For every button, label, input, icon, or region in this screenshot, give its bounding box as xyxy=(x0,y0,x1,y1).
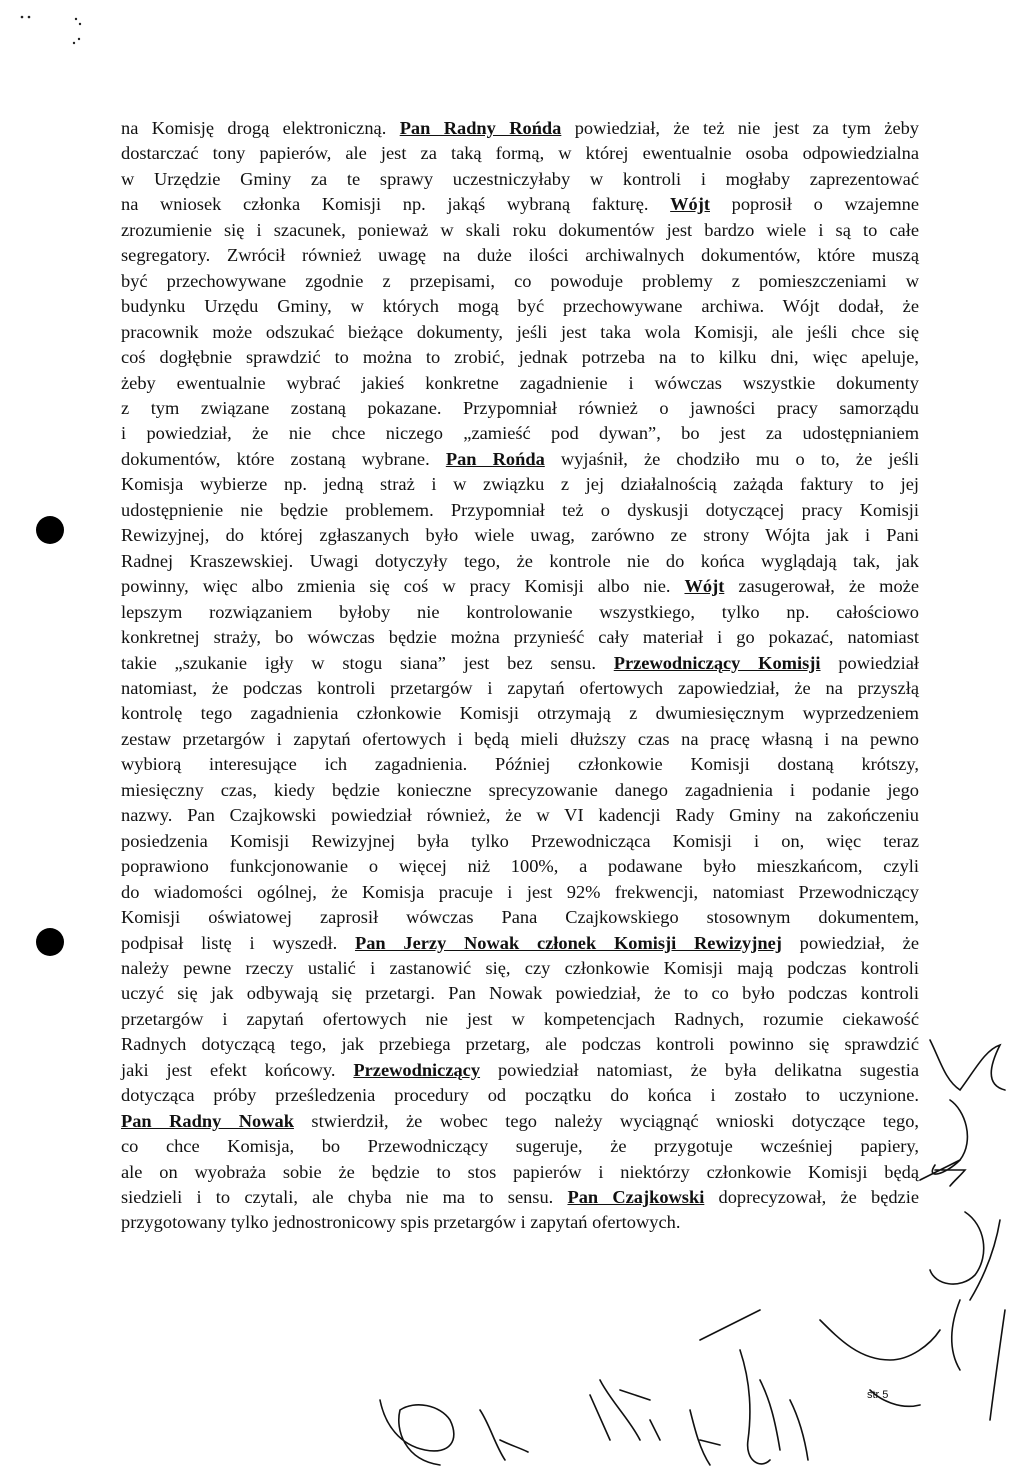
text-run: wybiorą interesujące ich zagadnienia. Później członkowie Komisji dostaną krótszy, xyxy=(121,754,919,775)
text-run: na Komisję drogą elektroniczną. xyxy=(121,118,400,138)
text-run: stwierdził, że wobec tego należy wyciągnąć wnioski dotyczące tego, xyxy=(293,1110,919,1131)
text-run: dotycząca próby prześledzenia procedury od początku do końca i zostało to uczynione. xyxy=(121,1085,919,1106)
text-line xyxy=(121,1032,919,1057)
punch-hole-top xyxy=(36,516,64,544)
text-line xyxy=(121,1210,919,1235)
text-line xyxy=(121,294,919,319)
text-line xyxy=(121,320,919,345)
text-line xyxy=(121,905,919,930)
text-run: Radnych dotyczącą tego, jak przebiega przetarg, ale podczas kontroli powinno się sprawdzić xyxy=(121,1034,919,1055)
text-run: przetargów i zapytań ofertowych nie jest w kompetencjach Radnych, rozumie ciekawość xyxy=(121,1008,919,1029)
text-run: poprawiono funkcjonowanie o więcej niż 100%, a podawane było mieszkańcom, czyli xyxy=(121,856,919,877)
text-run: powiedział, że też nie jest za tym żeby xyxy=(561,118,920,138)
text-run: lepszym rozwiązaniem byłoby nie kontrolowanie wszystkiego, tylko np. całościowo xyxy=(121,601,919,622)
text-run: powinny, więc albo zmienia się coś w pracy Komisji albo nie. xyxy=(121,576,685,597)
text-run: wyjaśnił, że chodziło mu o to, że jeśli xyxy=(544,448,920,469)
text-run: nazwy. Pan Czajkowski powiedział również, że w VI kadencji Rady Gminy na zakończeniu xyxy=(121,805,919,826)
speaker-name: Pan Czajkowski xyxy=(567,1187,705,1208)
text-run: posiedzenia Komisji Rewizyjnej była tylko Przewodnicząca Komisji i on, więc teraz xyxy=(121,830,919,851)
speaker-name: Pan Rońda xyxy=(445,448,545,469)
text-line xyxy=(121,727,919,752)
speaker-name: Wójt xyxy=(670,194,710,215)
text-run: udostępnienie nie będzie problemem. Przypomniał też o dyskusji dotyczącej pracy Komisji xyxy=(121,499,919,520)
text-run: Komisji oświatowej zaprosił wówczas Pana Czajkowskiego stosownym dokumentem, xyxy=(121,907,919,928)
text-line xyxy=(121,880,919,905)
text-line xyxy=(121,701,919,726)
text-line xyxy=(121,523,919,548)
text-line xyxy=(121,931,919,956)
text-line xyxy=(121,498,919,523)
text-run: takie „szukanie igły w stogu siana” jest bez sensu. xyxy=(121,652,614,673)
text-line xyxy=(121,141,919,166)
text-line xyxy=(121,1007,919,1032)
text-run: być przechowywane zgodnie z przepisami, co powoduje problemy z pomieszczeniami w xyxy=(121,270,919,291)
text-line xyxy=(121,854,919,879)
text-line xyxy=(121,269,919,294)
text-line xyxy=(121,447,919,472)
text-line xyxy=(121,803,919,828)
text-run: żeby ewentualnie wybrać jakieś konkretne zagadnienie i wówczas wszystkie dokumenty xyxy=(121,372,919,393)
text-run: z tym związane zostaną pokazane. Przypomniał również o jawności pracy samorządu xyxy=(121,397,919,418)
text-line xyxy=(121,778,919,803)
text-line xyxy=(121,396,919,421)
text-run: coś dogłębnie sprawdzić to można to zrobić, jednak potrzeba na to kilku dni, więc apeluje, xyxy=(121,347,919,368)
text-line xyxy=(121,549,919,574)
text-line xyxy=(121,574,919,599)
text-line xyxy=(121,651,919,676)
text-run: miesięczny czas, kiedy będzie konieczne sprecyzowanie danego zagadnienia i podanie jego xyxy=(121,779,919,800)
text-run: dostarczać tony papierów, ale jest za taką formą, w której ewentualnie osoba odpowiedzialna xyxy=(121,143,919,164)
text-line xyxy=(121,1083,919,1108)
text-run: powiedział natomiast, że była delikatna sugestia xyxy=(480,1059,920,1080)
text-run: kontrolę tego zagadnienia członkowie Komisji otrzymają z dwumiesięcznym wyprzedzeniem xyxy=(121,703,919,724)
text-run: siedzieli i to czytali, ale chyba nie ma to sensu. xyxy=(121,1187,568,1208)
document-body-text xyxy=(121,116,919,1236)
speaker-name: Przewodniczący Komisji xyxy=(613,652,821,673)
text-run: Rewizyjnej, do której zgłaszanych było wiele uwag, zarówno ze strony Wójta jak i Pani xyxy=(121,525,919,546)
text-line xyxy=(121,243,919,268)
text-line xyxy=(121,600,919,625)
page-number: str 5 xyxy=(867,1389,889,1401)
text-run: Komisja wybierze np. jedną straż i w związku z jej działalnością zażąda faktury to jej xyxy=(121,474,919,495)
text-run: doprecyzował, że będzie xyxy=(704,1187,919,1208)
text-line xyxy=(121,345,919,370)
text-run: jaki jest efekt końcowy. xyxy=(121,1059,354,1080)
text-run: pracownik może odszukać bieżące dokumenty, jeśli jest taka wola Komisji, ale jeśli chce się xyxy=(121,321,919,342)
text-run: segregatory. Zwrócił również uwagę na duże ilości archiwalnych dokumentów, które muszą xyxy=(121,245,919,266)
text-line xyxy=(121,956,919,981)
text-line xyxy=(121,676,919,701)
text-line xyxy=(121,192,919,217)
text-run: podpisał listę i wyszedł. xyxy=(121,932,355,953)
text-line xyxy=(121,472,919,497)
speaker-name: Pan Jerzy Nowak członek Komisji Rewizyjnej xyxy=(354,932,782,953)
text-run: zestaw przetargów i zapytań ofertowych i będą mieli dłuższy czas na pracę własną i na pewno xyxy=(121,728,919,749)
text-line xyxy=(121,1109,919,1134)
text-run: poprosił o wzajemne xyxy=(710,194,919,215)
text-line xyxy=(121,981,919,1006)
text-line xyxy=(121,421,919,446)
text-line xyxy=(121,1160,919,1185)
text-run: konkretnej straży, bo wówczas będzie można przynieść cały materiał i go pokazać, natomiast xyxy=(121,627,919,648)
text-run: co chce Komisja, bo Przewodniczący sugeruje, że przygotuje wcześniej papiery, xyxy=(121,1136,919,1157)
speaker-name: Wójt xyxy=(684,576,725,597)
text-run: natomiast, że podczas kontroli przetargów i zapytań ofertowych zapowiedział, że na przyszłą xyxy=(121,677,919,698)
text-line xyxy=(121,116,919,141)
punch-hole-bottom xyxy=(36,928,64,956)
text-run: Radnej Kraszewskiej. Uwagi dotyczyły tego, że kontrole nie do końca wyglądają tak, jak xyxy=(121,550,919,571)
speaker-name: Przewodniczący xyxy=(353,1059,481,1080)
text-line xyxy=(121,218,919,243)
text-run: zasugerował, że może xyxy=(724,576,919,597)
text-run: powiedział, że xyxy=(781,932,919,953)
text-line xyxy=(121,1134,919,1159)
text-run: powiedział xyxy=(820,652,920,673)
speaker-name: Pan Radny Nowak xyxy=(121,1110,294,1131)
text-run: ale on wyobraża sobie że będzie to stos papierów i niektórzy członkowie Komisji będą xyxy=(121,1161,919,1182)
text-line xyxy=(121,752,919,777)
text-line xyxy=(121,371,919,396)
text-run: i powiedział, że nie chce niczego „zamieść pod dywan”, bo jest za udostępnianiem xyxy=(121,423,919,444)
text-run: do wiadomości ogólnej, że Komisja pracuje i jest 92% frekwencji, natomiast Przewodniczący xyxy=(121,881,919,902)
text-run: przygotowany tylko jednostronicowy spis przetargów i zapytań ofertowych. xyxy=(121,1212,681,1233)
text-line xyxy=(121,829,919,854)
text-line xyxy=(121,1058,919,1083)
text-line xyxy=(121,167,919,192)
scan-speck-marks xyxy=(18,10,108,50)
text-run: w Urzędzie Gminy za te sprawy uczestniczyłaby w kontroli i mogłaby zaprezentować xyxy=(121,168,919,189)
text-run: zrozumienie się i szacunek, ponieważ w skali roku dokumentów jest bardzo wiele i są to całe xyxy=(121,219,919,240)
speaker-name: Pan Radny Rońda xyxy=(399,118,562,138)
text-run: budynku Urzędu Gminy, w których mogą być przechowywane archiwa. Wójt dodał, że xyxy=(121,296,919,317)
text-run: na wniosek członka Komisji np. jakąś wybraną fakturę. xyxy=(121,194,671,215)
text-line xyxy=(121,625,919,650)
text-line xyxy=(121,1185,919,1210)
text-run: uczyć się jak odbywają się przetargi. Pan Nowak powiedział, że to co było podczas kontroli xyxy=(121,983,919,1004)
text-run: dokumentów, które zostaną wybrane. xyxy=(121,448,446,469)
text-run: należy pewne rzeczy ustalić i zastanowić się, czy członkowie Komisji mają podczas kontroli xyxy=(121,957,919,978)
